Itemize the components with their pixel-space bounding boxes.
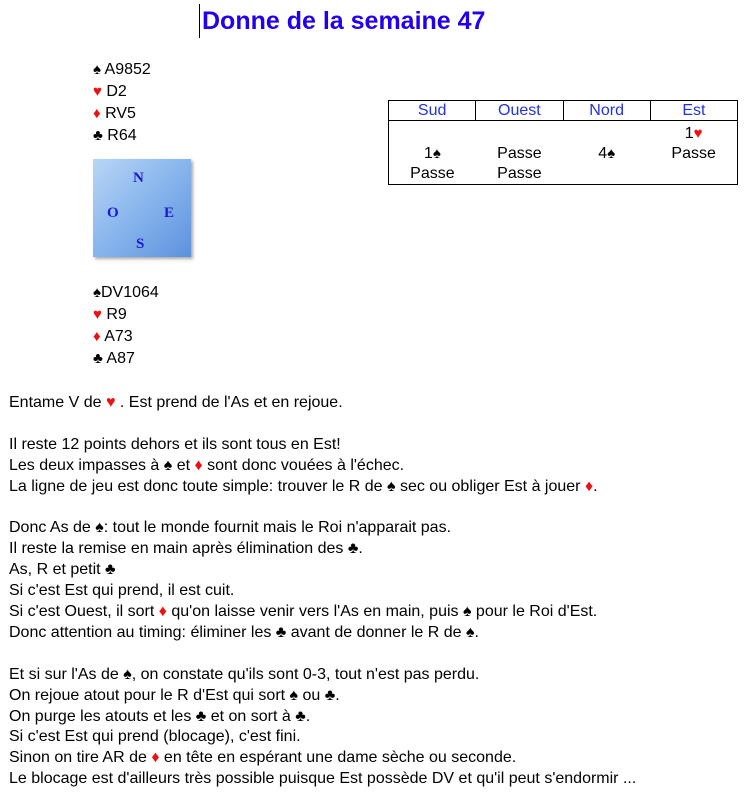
spade-icon: ♠ — [607, 145, 616, 162]
club-icon: ♣ — [347, 540, 359, 558]
south-clubs — [93, 348, 159, 370]
spade-icon: ♠ — [123, 665, 132, 683]
diamond-icon: ♦ — [158, 603, 167, 621]
bid-col-nord — [563, 121, 650, 185]
analysis-text — [9, 393, 749, 790]
page-title: Donne de la semaine 47 — [199, 4, 485, 38]
north-hearts — [93, 81, 151, 103]
bid-ouest-1: Passe — [497, 145, 542, 162]
spade-icon: ♠ — [93, 61, 101, 78]
text-line: Si c'est Est qui prend, il est cuit. — [9, 582, 235, 600]
spade-icon: ♠ — [462, 603, 472, 621]
club-icon: ♣ — [295, 707, 306, 725]
bid-header-est: Est — [650, 101, 737, 121]
north-spades-cards: A9852 — [104, 61, 151, 78]
diamond-icon: ♦ — [93, 105, 101, 122]
bid-header-nord: Nord — [563, 101, 650, 121]
north-diamonds-cards: RV5 — [105, 105, 136, 122]
south-diamonds — [93, 326, 159, 348]
club-icon: ♣ — [105, 561, 116, 579]
compass-west: O — [107, 205, 119, 221]
heart-icon: ♥ — [93, 83, 102, 100]
south-hand — [93, 282, 159, 370]
compass-north: N — [133, 170, 144, 186]
south-diamonds-cards: A73 — [104, 328, 133, 345]
spade-icon: ♠ — [93, 284, 101, 301]
south-hearts — [93, 304, 159, 326]
text-line: Il reste 12 points dehors et ils sont tous en Est! — [9, 435, 341, 453]
bid-col-est — [650, 121, 737, 185]
club-icon: ♣ — [93, 350, 103, 367]
text-line: Le blocage est d'ailleurs très possible puisque Est possède DV et qu'il peut s'endormir ... — [9, 770, 637, 788]
bidding-row — [389, 121, 738, 185]
compass-south: S — [136, 236, 145, 252]
bid-est-1: 1♥ — [684, 125, 703, 142]
text-line: Sinon on tire AR de ♦ en tête en espérant une dame sèche ou seconde. — [9, 749, 517, 767]
club-icon: ♣ — [195, 707, 207, 725]
text-line: La ligne de jeu est donc toute simple: trouver le R de ♠ sec ou obliger Est à jouer ♦. — [9, 477, 598, 495]
text-line: Donc As de ♠: tout le monde fournit mais le Roi n'apparait pas. — [9, 519, 452, 537]
spade-icon: ♠ — [289, 686, 299, 704]
text-line: As, R et petit ♣ — [9, 561, 116, 579]
south-spades — [93, 282, 159, 304]
bid-nord-1: 4♠ — [598, 145, 616, 162]
spade-icon: ♠ — [387, 477, 396, 495]
south-clubs-cards: A87 — [106, 350, 135, 367]
text-line: On rejoue atout pour le R d'Est qui sort ♠ ou ♣. — [9, 686, 340, 704]
bid-sud-1: 1♠ — [423, 145, 441, 162]
text-line: Entame V de ♥ . Est prend de l'As et en rejoue. — [9, 394, 343, 411]
bidding-header — [389, 101, 738, 121]
north-clubs-cards: R64 — [107, 127, 137, 144]
compass-east: E — [164, 205, 175, 221]
text-line: On purge les atouts et les ♣ et on sort à ♣. — [9, 707, 311, 725]
north-spades — [93, 59, 151, 81]
text-line: Les deux impasses à ♠ et ♦ sont donc vouées à l'échec. — [9, 456, 405, 474]
text-line: Et si sur l'As de ♠, on constate qu'ils sont 0-3, tout n'est pas perdu. — [9, 665, 480, 683]
spade-icon: ♠ — [465, 623, 475, 641]
text-line: Si c'est Ouest, il sort ♦ qu'on laisse venir vers l'As en main, puis ♠ pour le Roi d'Est. — [9, 603, 598, 621]
club-icon: ♣ — [324, 686, 336, 704]
bid-header-sud: Sud — [389, 101, 476, 121]
south-hearts-cards: R9 — [106, 306, 127, 323]
north-hearts-cards: D2 — [106, 83, 127, 100]
diamond-icon: ♦ — [93, 328, 101, 345]
bid-header-ouest: Ouest — [476, 101, 563, 121]
text-line: Donc attention au timing: éliminer les ♣ avant de donner le R de ♠. — [9, 623, 479, 641]
heart-icon: ♥ — [105, 394, 116, 411]
bid-col-ouest — [476, 121, 563, 185]
spade-icon: ♠ — [163, 456, 173, 474]
diamond-icon: ♦ — [194, 456, 203, 474]
north-clubs — [93, 125, 151, 147]
heart-icon: ♥ — [693, 125, 703, 142]
bid-est-2: Passe — [671, 145, 716, 162]
text-line: Il reste la remise en main après élimination des ♣. — [9, 540, 363, 558]
text-line: Si c'est Est qui prend (blocage), c'est fini. — [9, 728, 301, 746]
north-hand — [93, 59, 151, 147]
spade-icon: ♠ — [95, 519, 104, 537]
bid-col-sud — [389, 121, 476, 185]
compass-table — [93, 159, 191, 257]
bid-ouest-2: Passe — [497, 165, 542, 182]
diamond-icon: ♦ — [151, 749, 160, 767]
bidding-table — [388, 100, 738, 185]
diamond-icon: ♦ — [584, 477, 594, 495]
club-icon: ♣ — [93, 127, 103, 144]
north-diamonds — [93, 103, 151, 125]
south-spades-cards: DV1064 — [100, 284, 159, 301]
club-icon: ♣ — [275, 623, 287, 641]
bid-sud-2: Passe — [410, 165, 455, 182]
spade-icon: ♠ — [432, 145, 441, 162]
heart-icon: ♥ — [93, 306, 102, 323]
